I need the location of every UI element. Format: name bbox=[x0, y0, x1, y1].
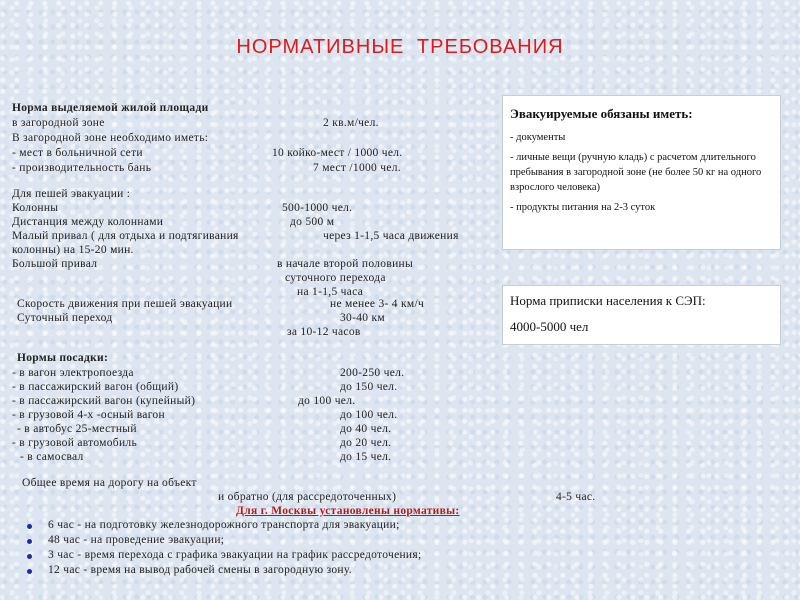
moscow-header: Для г. Москвы установлены нормативы: bbox=[236, 505, 460, 517]
moscow-item: 3 час - время перехода с графика эвакуации на график рассредоточения; bbox=[48, 549, 422, 561]
norm-box bbox=[502, 285, 781, 345]
norm-value: 4000-5000 чел bbox=[510, 319, 589, 334]
total-time-label: Общее время на дорогу на объект bbox=[22, 477, 197, 489]
boarding-value: до 100 чел. bbox=[340, 409, 398, 421]
evacuees-item: - продукты питания на 2-3 суток bbox=[510, 202, 656, 213]
daily-value: 30-40 км bbox=[340, 312, 385, 324]
boarding-label: - в пассажирский вагон (купейный) bbox=[12, 395, 196, 407]
boarding-value: до 40 чел. bbox=[340, 423, 392, 435]
bullet-icon bbox=[27, 554, 32, 559]
distance-value: до 500 м bbox=[290, 216, 335, 228]
bullet-icon bbox=[27, 524, 32, 529]
total-time-value: 4-5 час. bbox=[556, 491, 596, 503]
columns-label: Колонны bbox=[12, 202, 59, 214]
boarding-label: - в грузовой автомобиль bbox=[12, 437, 137, 449]
small-halt-label-2: колонны) на 15-20 мин. bbox=[12, 244, 134, 256]
big-halt-value-3: на 1-1,5 часа bbox=[297, 286, 364, 298]
small-halt-value: через 1-1,5 часа движения bbox=[323, 230, 459, 242]
hospital-label: - мест в больничной сети bbox=[12, 147, 143, 159]
moscow-item: 6 час - на подготовку железнодорожного транспорта для эвакуации; bbox=[48, 519, 400, 531]
boarding-value: до 20 чел. bbox=[340, 437, 392, 449]
evacuees-header: Эвакуируемые обязаны иметь: bbox=[510, 106, 693, 121]
bath-label: - производительность бань bbox=[12, 162, 152, 174]
boarding-label: - в самосвал bbox=[20, 451, 84, 463]
boarding-label: - в автобус 25-местный bbox=[17, 423, 137, 435]
boarding-value: 200-250 чел. bbox=[340, 367, 405, 379]
page-title: НОРМАТИВНЫЕ ТРЕБОВАНИЯ bbox=[236, 36, 564, 58]
moscow-item: 48 час - на проведение эвакуации; bbox=[48, 534, 225, 546]
columns-value: 500-1000 чел. bbox=[282, 202, 353, 214]
zone-label: в загородной зоне bbox=[12, 117, 105, 129]
boarding-label: - в грузовой 4-х -осный вагон bbox=[12, 409, 165, 421]
zone-value: 2 кв.м/чел. bbox=[323, 117, 379, 129]
moscow-item: 12 час - время на вывод рабочей смены в загородную зону. bbox=[48, 564, 352, 576]
bullet-icon bbox=[27, 569, 32, 574]
housing-header: Норма выделяемой жилой площади bbox=[12, 102, 209, 114]
evacuees-box bbox=[502, 95, 781, 250]
total-time-label-2: и обратно (для рассредоточенных) bbox=[218, 491, 397, 503]
boarding-value: до 15 чел. bbox=[340, 451, 392, 463]
daily-value-2: за 10-12 часов bbox=[287, 326, 361, 338]
evacuees-item: - личные вещи (ручную кладь) с расчетом длительного пребывания в загородной зоне (не более 50 кг на одного взрослого человека) bbox=[510, 152, 762, 193]
foot-header: Для пешей эвакуации : bbox=[12, 188, 131, 200]
boarding-label: - в пассажирский вагон (общий) bbox=[12, 381, 179, 393]
daily-label: Суточный переход bbox=[17, 312, 113, 324]
zone-need: В загородной зоне необходимо иметь: bbox=[12, 132, 209, 144]
bath-value: 7 мест /1000 чел. bbox=[313, 162, 401, 174]
big-halt-value-2: суточного перехода bbox=[285, 272, 386, 284]
evacuees-item: - документы bbox=[510, 132, 566, 143]
big-halt-value: в начале второй половины bbox=[277, 258, 414, 270]
boarding-label: - в вагон электропоезда bbox=[12, 367, 134, 379]
speed-label: Скорость движения при пешей эвакуации bbox=[17, 298, 233, 310]
boarding-value: до 100 чел. bbox=[298, 395, 356, 407]
big-halt-label: Большой привал bbox=[12, 258, 98, 270]
distance-label: Дистанция между колоннами bbox=[12, 216, 164, 228]
speed-value: не менее 3- 4 км/ч bbox=[330, 298, 425, 310]
hospital-value: 10 койко-мест / 1000 чел. bbox=[272, 147, 403, 159]
small-halt-label: Малый привал ( для отдыха и подтягивания bbox=[12, 230, 239, 242]
bullet-icon bbox=[27, 539, 32, 544]
boarding-value: до 150 чел. bbox=[340, 381, 398, 393]
norm-label: Норма приписки населения к СЭП: bbox=[510, 293, 706, 308]
boarding-header: Нормы посадки: bbox=[17, 352, 109, 364]
